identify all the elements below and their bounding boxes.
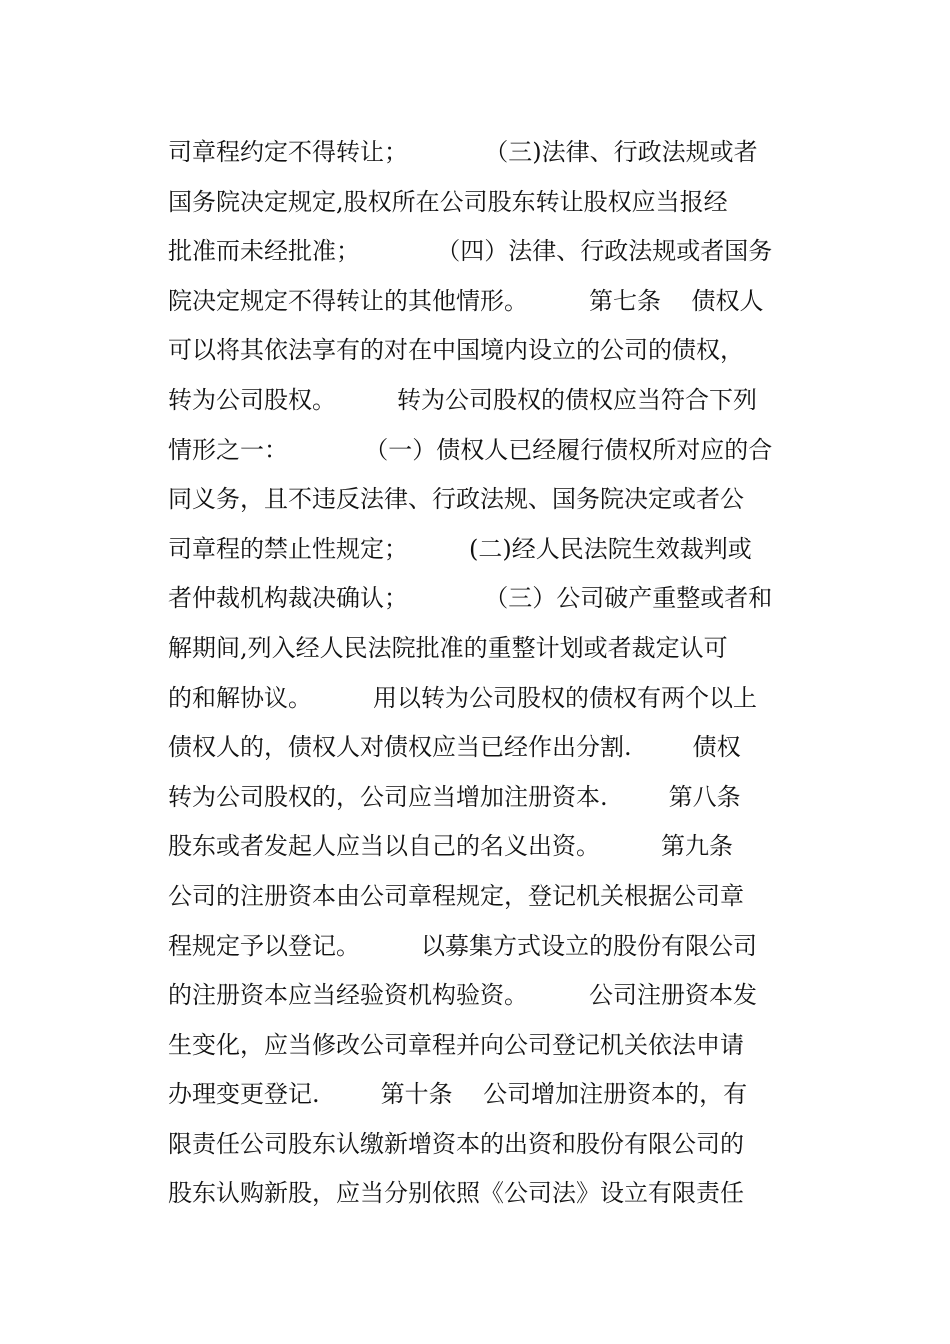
- text-line: 转为公司股权的，公司应当增加注册资本. 第八条: [168, 782, 741, 811]
- text-line: 可以将其依法享有的对在中国境内设立的公司的债权，: [168, 336, 744, 365]
- text-line: 司章程约定不得转让； （三)法律、行政法规或者: [168, 138, 758, 166]
- text-line: 解期间,列入经人民法院批准的重整计划或者裁定认可: [168, 633, 728, 662]
- text-line: 公司的注册资本由公司章程规定，登记机关根据公司章: [168, 881, 744, 910]
- text-line: 同义务，且不违反法律、行政法规、国务院决定或者公: [168, 485, 744, 514]
- document-body: [168, 128, 784, 1219]
- text-line: 司章程的禁止性规定； (二)经人民法院生效裁判或: [168, 534, 752, 563]
- text-line: 办理变更登记. 第十条 公司增加注册资本的，有: [168, 1080, 748, 1109]
- text-line: 院决定规定不得转让的其他情形。 第七条 债权人: [168, 286, 764, 315]
- text-line: 债权人的，债权人对债权应当已经作出分割. 债权: [168, 733, 741, 762]
- text-line: 转为公司股权。 转为公司股权的债权应当符合下列: [168, 385, 758, 414]
- text-line: 国务院决定规定,股权所在公司股东转让股权应当报经: [168, 187, 728, 216]
- text-line: 的注册资本应当经验资机构验资。 公司注册资本发: [168, 981, 758, 1010]
- text-line: 的和解协议。 用以转为公司股权的债权有两个以上: [168, 683, 758, 712]
- text-line: 批准而未经批准； （四）法律、行政法规或者国务: [168, 237, 773, 266]
- text-line: 情形之一： （一）债权人已经履行债权所对应的合: [168, 435, 773, 464]
- text-line: 股东认购新股，应当分别依照《公司法》设立有限责任: [168, 1179, 744, 1208]
- text-line: 限责任公司股东认缴新增资本的出资和股份有限公司的: [168, 1129, 744, 1158]
- text-line: 者仲裁机构裁决确认； （三）公司破产重整或者和: [168, 584, 773, 613]
- text-line: 股东或者发起人应当以自己的名义出资。 第九条: [168, 832, 734, 861]
- text-line: 程规定予以登记。 以募集方式设立的股份有限公司: [168, 931, 758, 960]
- text-line: 生变化，应当修改公司章程并向公司登记机关依法申请: [168, 1030, 744, 1059]
